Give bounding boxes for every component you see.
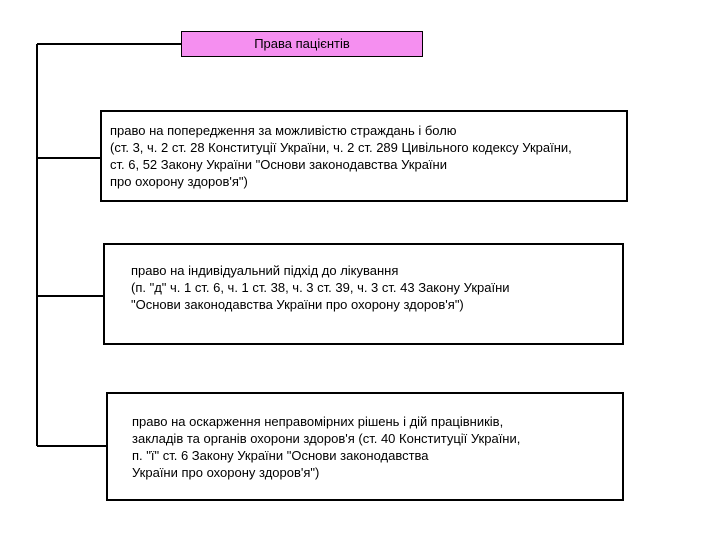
- box-1-line-2: (ст. 3, ч. 2 ст. 28 Конституції України, ч. 2 ст. 289 Цивільного кодексу України,: [110, 140, 572, 155]
- right-box-1-text: [110, 122, 572, 190]
- box-1-line-4: про охорону здоров'я"): [110, 174, 248, 189]
- box-1-line-1: право на попередження за можливістю страждань і болю: [110, 123, 457, 138]
- box-3-line-3: п. "ї" ст. 6 Закону України "Основи законодавства: [132, 448, 429, 463]
- right-box-3-text: [132, 413, 520, 481]
- box-3-line-2: закладів та органів охорони здоров'я (ст. 40 Конституції України,: [132, 431, 521, 446]
- box-2-line-1: право на індивідуальний підхід до лікування: [131, 263, 399, 278]
- title-label: Права пацієнтів: [254, 36, 350, 51]
- box-2-line-3: "Основи законодавства України про охорону здоров'я"): [131, 297, 464, 312]
- box-3-line-4: України про охорону здоров'я"): [132, 465, 320, 480]
- right-box-2-text: [131, 262, 510, 313]
- box-3-line-1: право на оскарження неправомірних рішень і дій працівників,: [132, 414, 504, 429]
- box-2-line-2: (п. "д" ч. 1 ст. 6, ч. 1 ст. 38, ч. 3 ст. 39, ч. 3 ст. 43 Закону України: [131, 280, 510, 295]
- title-box: [181, 31, 423, 57]
- box-1-line-3: ст. 6, 52 Закону України "Основи законодавства України: [110, 157, 447, 172]
